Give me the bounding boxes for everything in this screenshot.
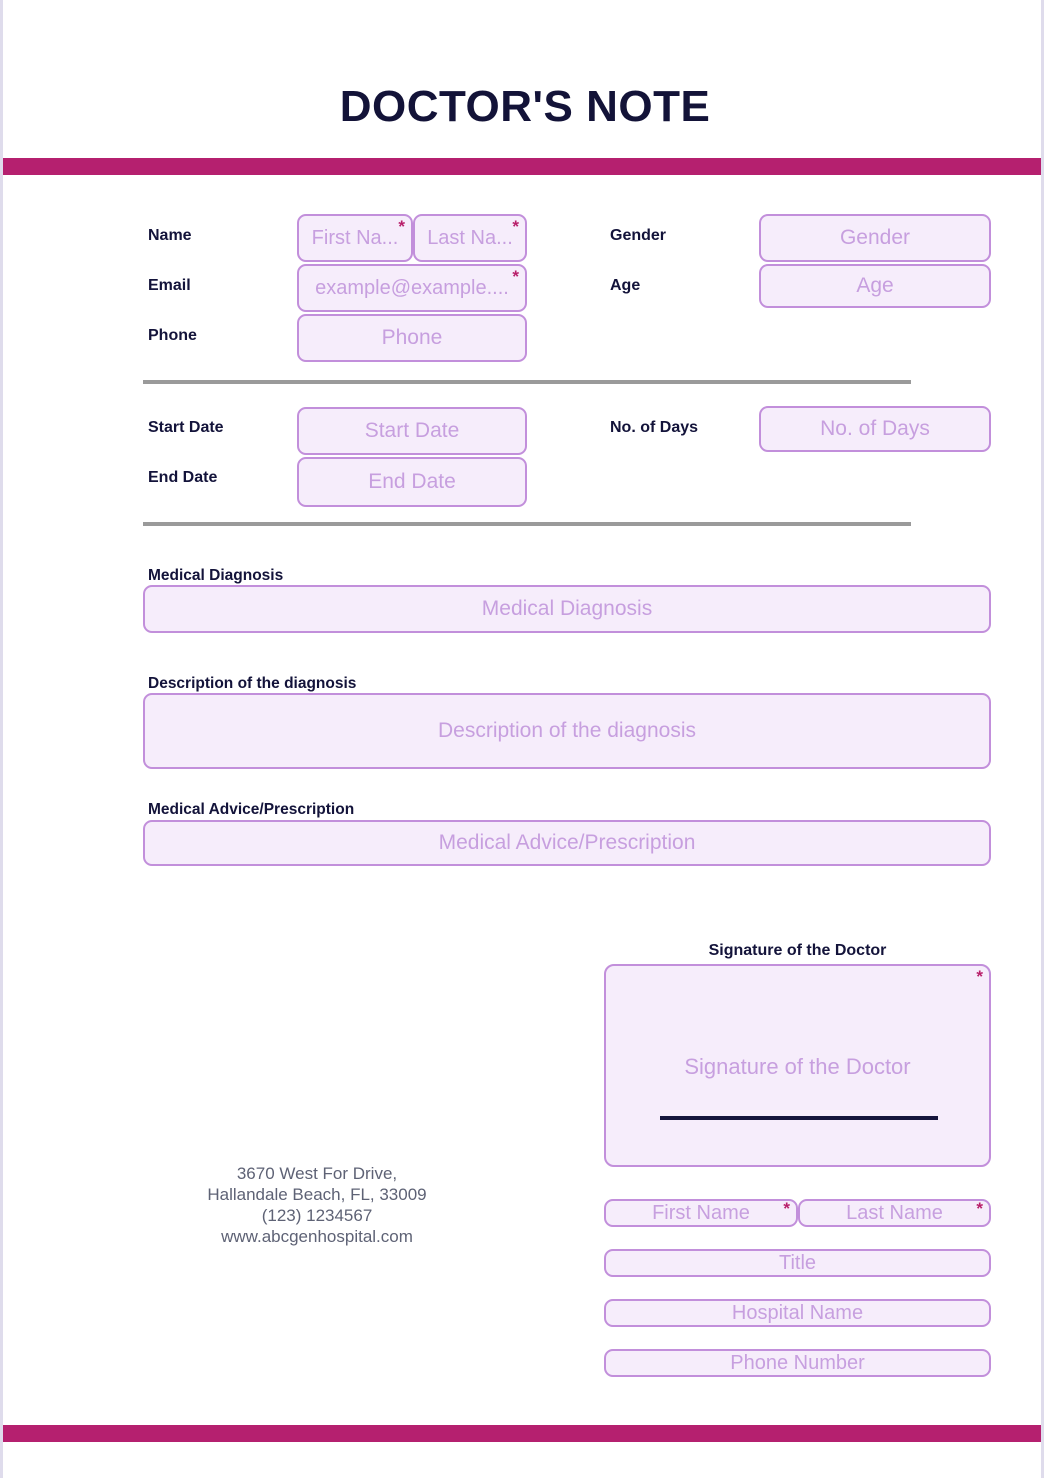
signature-placeholder: Signature of the Doctor — [684, 1054, 911, 1079]
doctor-last-name-required-marker: * — [976, 1199, 983, 1218]
no-of-days-input[interactable] — [759, 406, 991, 452]
description-of-diagnosis-textarea[interactable] — [143, 693, 991, 769]
doctor-last-name-placeholder: Last Name — [846, 1201, 943, 1224]
label-gender: Gender — [610, 227, 667, 244]
doctor-phone-number-input[interactable] — [604, 1349, 991, 1377]
email-required-marker: * — [512, 267, 519, 286]
email-input[interactable] — [297, 264, 527, 312]
hospital-name-placeholder: Hospital Name — [731, 1301, 864, 1324]
label-phone: Phone — [148, 327, 197, 344]
first-name-required-marker: * — [398, 217, 405, 236]
no-of-days-placeholder: No. of Days — [820, 417, 930, 440]
label-email: Email — [148, 277, 191, 294]
end-date-input[interactable] — [297, 457, 527, 507]
phone-input[interactable] — [297, 314, 527, 362]
label-no-of-days: No. of Days — [610, 419, 699, 436]
label-age: Age — [610, 277, 641, 294]
signature-baseline — [660, 1116, 938, 1120]
signature-canvas[interactable] — [604, 964, 991, 1167]
address-line-1: 3670 West For Drive, — [236, 1164, 398, 1183]
first-name-placeholder: First Na... — [311, 226, 399, 249]
doctor-first-name-placeholder: First Name — [652, 1201, 750, 1224]
medical-diagnosis-textarea[interactable] — [143, 585, 991, 633]
doctor-first-name-input[interactable] — [604, 1199, 798, 1227]
address-website: www.abcgenhospital.com — [221, 1227, 413, 1246]
age-input[interactable] — [759, 264, 991, 308]
doctor-title-input[interactable] — [604, 1249, 991, 1277]
label-description-of-diagnosis: Description of the diagnosis — [148, 675, 357, 692]
doctor-phone-number-placeholder: Phone Number — [730, 1351, 865, 1374]
label-end-date: End Date — [148, 469, 218, 486]
label-start-date: Start Date — [148, 419, 224, 436]
gender-input[interactable] — [759, 214, 991, 262]
start-date-input[interactable] — [297, 407, 527, 455]
description-of-diagnosis-placeholder: Description of the diagnosis — [438, 719, 696, 742]
top-accent-bar — [0, 158, 1044, 175]
medical-diagnosis-placeholder: Medical Diagnosis — [481, 597, 653, 620]
bottom-accent-bar — [0, 1425, 1044, 1442]
last-name-input[interactable] — [413, 214, 527, 262]
section-divider-top — [143, 380, 911, 384]
start-date-placeholder: Start Date — [364, 419, 460, 442]
hospital-name-input[interactable] — [604, 1299, 991, 1327]
doctor-title-placeholder: Title — [778, 1251, 817, 1274]
signature-section-title: Signature of the Doctor — [708, 942, 887, 959]
hospital-address-block — [143, 1163, 491, 1247]
label-name: Name — [148, 227, 192, 244]
last-name-placeholder: Last Na... — [427, 226, 513, 249]
end-date-placeholder: End Date — [368, 470, 456, 493]
first-name-input[interactable] — [297, 214, 413, 262]
section-divider-bottom — [143, 522, 911, 526]
label-medical-diagnosis: Medical Diagnosis — [148, 567, 284, 584]
medical-advice-textarea[interactable] — [143, 820, 991, 866]
page-title: DOCTOR'S NOTE — [339, 82, 711, 131]
phone-placeholder: Phone — [381, 326, 443, 349]
email-placeholder: example@example.... — [315, 276, 509, 299]
doctor-last-name-input[interactable] — [798, 1199, 991, 1227]
label-medical-advice: Medical Advice/Prescription — [148, 801, 355, 818]
address-phone: (123) 1234567 — [261, 1206, 373, 1225]
signature-required-marker: * — [976, 967, 983, 986]
doctor-first-name-required-marker: * — [783, 1199, 790, 1218]
age-placeholder: Age — [856, 274, 894, 297]
last-name-required-marker: * — [512, 217, 519, 236]
medical-advice-placeholder: Medical Advice/Prescription — [438, 831, 696, 854]
address-line-2: Hallandale Beach, FL, 33009 — [207, 1185, 427, 1204]
gender-placeholder: Gender — [839, 226, 911, 249]
